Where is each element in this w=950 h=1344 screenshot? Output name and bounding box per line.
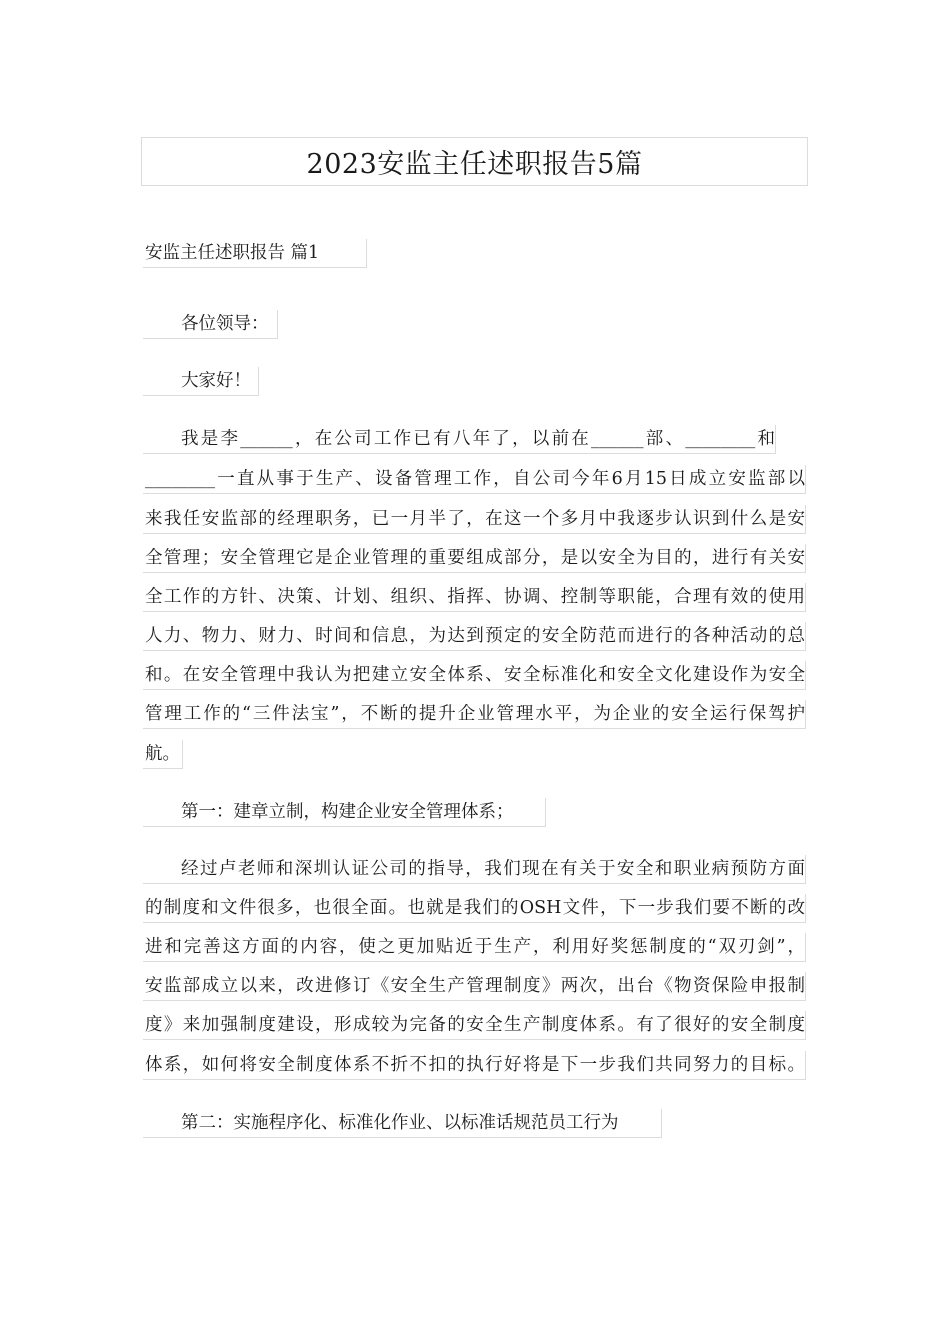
section-heading: 安监主任述职报告 篇1 bbox=[143, 239, 367, 268]
paragraph-line: 管理工作的“三件法宝”，不断的提升企业管理水平，为企业的安全运行保驾护 bbox=[143, 700, 806, 729]
paragraph-line: 人力、物力、财力、时间和信息，为达到预定的安全防范而进行的各种活动的总 bbox=[143, 622, 806, 651]
paragraph-line: 全管理；安全管理它是企业管理的重要组成部分，是以安全为目的，进行有关安 bbox=[143, 544, 806, 573]
title-box bbox=[141, 137, 808, 186]
salutation: 各位领导： bbox=[143, 310, 278, 339]
paragraph-line: 进和完善这方面的内容，使之更加贴近于生产，利用好奖惩制度的“双刃剑”， bbox=[143, 933, 806, 962]
paragraph-line: 来我任安监部的经理职务，已一月半了，在这一个多月中我逐步认识到什么是安 bbox=[143, 505, 806, 534]
paragraph-line: 体系，如何将安全制度体系不折不扣的执行好将是下一步我们共同努力的目标。 bbox=[143, 1051, 806, 1080]
document-title: 2023安监主任述职报告5篇 bbox=[306, 149, 643, 180]
paragraph-line: 度》来加强制度建设，形成较为完备的安全生产制度体系。有了很好的安全制度 bbox=[143, 1011, 806, 1040]
paragraph-line: 和。在安全管理中我认为把建立安全体系、安全标准化和安全文化建设作为安全 bbox=[143, 661, 806, 690]
paragraph-line: 全工作的方针、决策、计划、组织、指挥、协调、控制等职能，合理有效的使用 bbox=[143, 583, 806, 612]
paragraph-line: ________一直从事于生产、设备管理工作，自公司今年6月15日成立安监部以 bbox=[143, 465, 806, 494]
paragraph-line: 经过卢老师和深圳认证公司的指导，我们现在有关于安全和职业病预防方面 bbox=[143, 855, 806, 884]
point-heading-2: 第二：实施程序化、标准化作业、以标准话规范员工行为 bbox=[143, 1109, 662, 1138]
paragraph-line: 安监部成立以来，改进修订《安全生产管理制度》两次，出台《物资保险申报制 bbox=[143, 972, 806, 1001]
paragraph-line: 的制度和文件很多，也很全面。也就是我们的OSH文件，下一步我们要不断的改 bbox=[143, 894, 806, 923]
point-heading-1: 第一：建章立制，构建企业安全管理体系； bbox=[143, 798, 546, 827]
paragraph-line: 航。 bbox=[143, 740, 183, 769]
paragraph-line: 我是李______，在公司工作已有八年了，以前在______部、________和 bbox=[143, 425, 776, 454]
greeting: 大家好！ bbox=[143, 367, 259, 396]
